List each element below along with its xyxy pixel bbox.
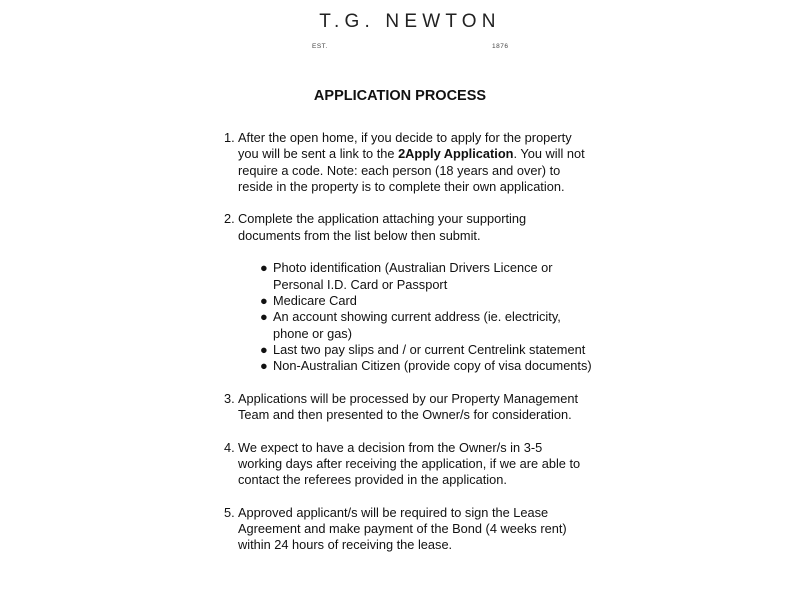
step-text: Approved applicant/s will be required to sign the Lease Agreement and make payment of the Bond (4 weeks rent) within 24 hours of receiving the lease.	[238, 504, 567, 553]
est-label: EST.	[312, 43, 328, 50]
list-item: ● An account showing current address (ie. electricity, phone or gas)	[260, 309, 561, 341]
step-1	[224, 130, 593, 195]
list-item: ● Medicare Card	[260, 292, 357, 308]
brand-logo: T.G. NEWTON	[319, 11, 501, 32]
bullet-icon: ●	[260, 358, 268, 374]
step-number: 1.	[224, 130, 235, 145]
step-number: 3.	[224, 390, 235, 406]
step-text: Complete the application attaching your supporting documents from the list below then submit.	[238, 211, 527, 243]
bullet-icon: ●	[260, 341, 268, 357]
step-3	[224, 391, 588, 424]
est-year: 1876	[492, 43, 509, 50]
step-2	[224, 211, 592, 374]
documents-list	[238, 260, 592, 374]
step-text: . You will not require a code. Note: each person (18 years and over) to reside in the property is to complete their own application.	[238, 146, 585, 194]
step-number: 5.	[224, 504, 235, 520]
page-title: APPLICATION PROCESS	[313, 88, 487, 104]
step-text: Applications will be processed by our Property Management Team and then presented to the Owner/s for consideration.	[238, 390, 579, 423]
list-item: ● Non-Australian Citizen (provide copy of visa documents)	[260, 358, 592, 374]
step-text: We expect to have a decision from the Owner/s in 3-5 working days after receiving the application, if we are able to contact the referees provided in the application.	[238, 439, 581, 488]
step-number: 4.	[224, 439, 235, 455]
bullet-icon: ●	[260, 260, 268, 276]
list-item: ● Last two pay slips and / or current Centrelink statement	[260, 341, 586, 357]
step-4	[224, 440, 583, 489]
list-item: ● Photo identification (Australian Drivers Licence or Personal I.D. Card or Passport	[260, 260, 553, 292]
step-5	[224, 505, 588, 554]
step-text: After the open home, if you decide to apply for the property you will be sent a link to the	[238, 130, 572, 162]
app-name: 2Apply Application	[398, 146, 514, 162]
steps-list	[224, 130, 604, 570]
bullet-icon: ●	[260, 309, 268, 325]
bullet-icon: ●	[260, 292, 268, 308]
step-number: 2.	[224, 211, 235, 227]
